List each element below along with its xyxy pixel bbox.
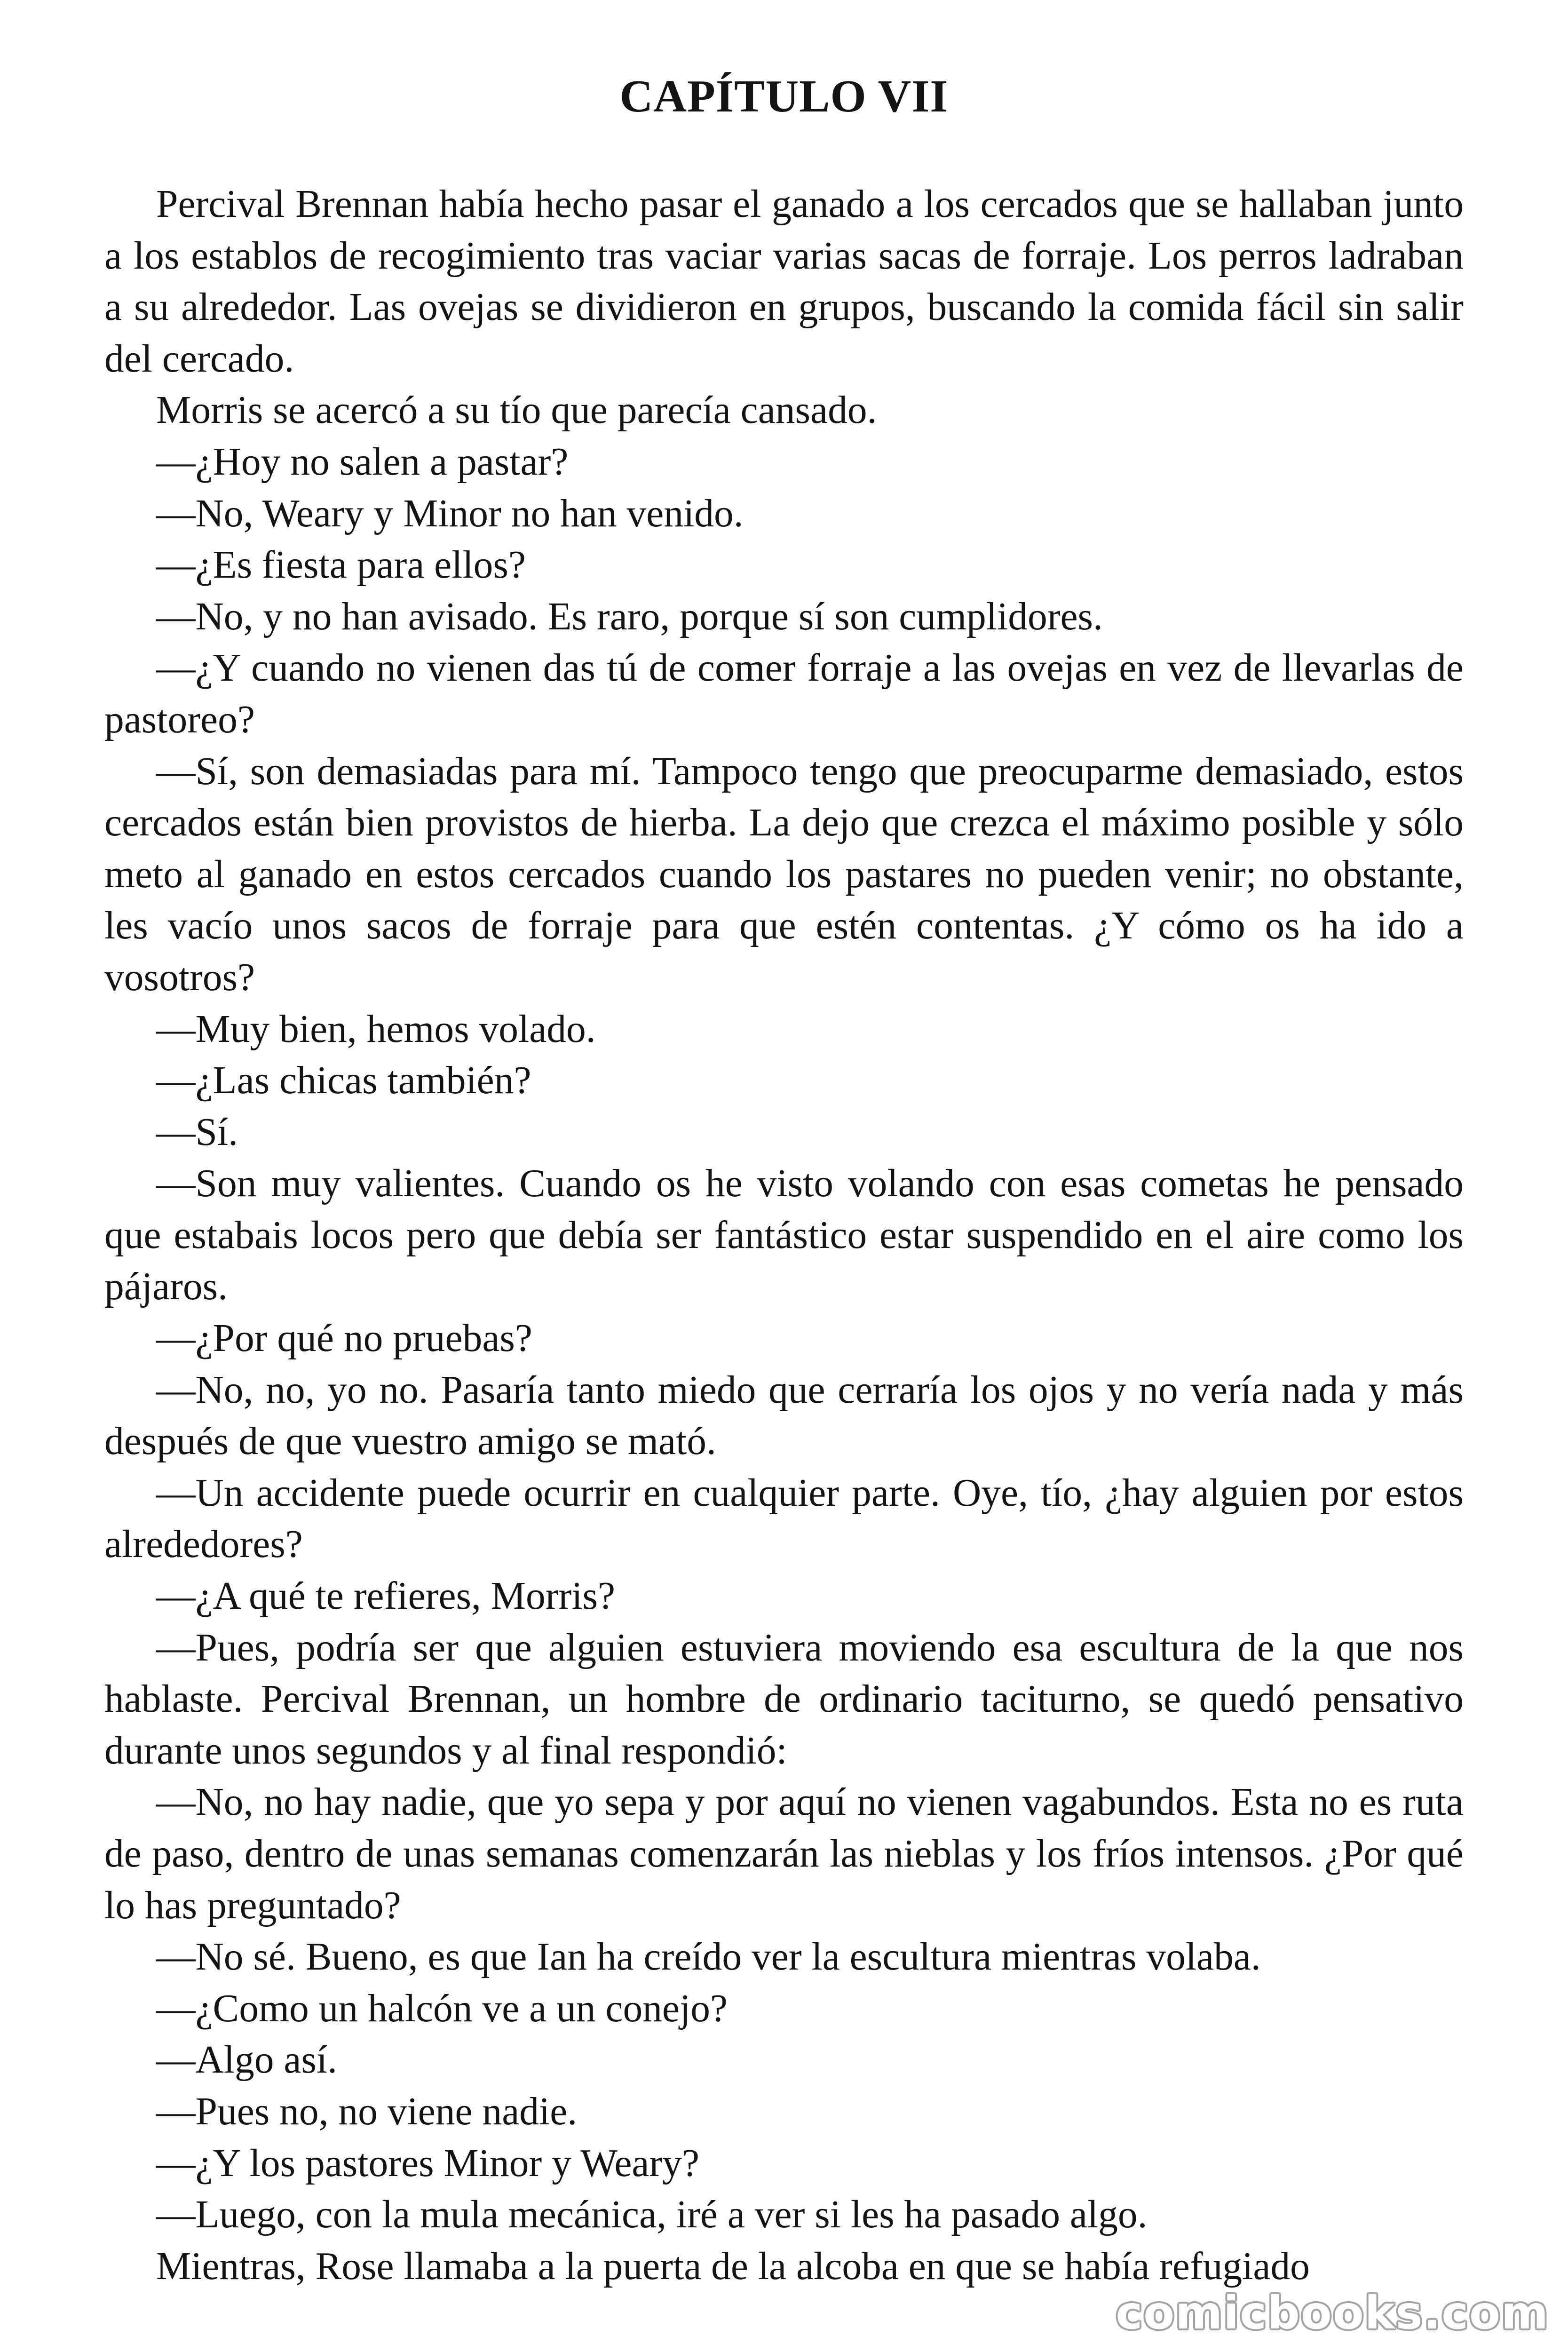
dialogue-line: —Un accidente puede ocurrir en cualquier parte. Oye, tío, ¿hay alguien por estos alrededores? [104,1471,1464,1566]
dialogue-line: —Pues no, no viene nadie. [156,2090,578,2133]
paragraph: Morris se acercó a su tío que parecía cansado. [156,389,877,432]
dialogue-line: —Algo así. [156,2038,338,2082]
dialogue-line: —Son muy valientes. Cuando os he visto volando con esas cometas he pensado que estabais locos pero que debía ser fantástico estar suspendido en el aire como los pájaros. [104,1162,1464,1309]
dialogue-line: —¿Es fiesta para ellos? [156,543,526,587]
dialogue-line: —¿Como un halcón ve a un conejo? [156,1986,728,2030]
dialogue-line: —¿Y cuando no vienen das tú de comer forraje a las ovejas en vez de llevarlas de pastoreo? [104,646,1464,741]
dialogue-line: —No, Weary y Minor no han venido. [156,492,744,535]
dialogue-line: —¿Las chicas también? [156,1059,531,1103]
dialogue-line: —Sí. [156,1110,238,1154]
paragraph: Mientras, Rose llamaba a la puerta de la alcoba en que se había refugiado [156,2244,1310,2288]
dialogue-line: —No, y no han avisado. Es raro, porque sí son cumplidores. [156,595,1103,638]
dialogue-line: —Muy bien, hemos volado. [156,1007,596,1051]
body-text [104,179,1464,2292]
paragraph: Percival Brennan había hecho pasar el ganado a los cercados que se hallaban junto a los establos de recogimiento tras vaciar varias sacas de forraje. Los perros ladraban a su alrededor. Las ovejas se dividieron en grupos, buscando la comida fácil sin salir del cercado. [104,183,1464,381]
dialogue-line: —¿Y los pastores Minor y Weary? [156,2141,700,2185]
dialogue-line: —¿Por qué no pruebas? [156,1317,532,1360]
watermark-logo: comicbooks.com [1116,2287,1549,2339]
dialogue-line: —Sí, son demasiadas para mí. Tampoco tengo que preocuparme demasiado, estos cercados están bien provistos de hierba. La dejo que crezca el máximo posible y sólo meto al ganado en estos cercados cuando los pastares no pueden venir; no obstante, les vacío unos sacos de forraje para que estén contentas. ¿Y cómo os ha ido a vosotros? [104,749,1464,999]
dialogue-line: —No, no, yo no. Pasaría tanto miedo que cerraría los ojos y no vería nada y más después de que vuestro amigo se mató. [104,1368,1464,1463]
dialogue-line: —Luego, con la mula mecánica, iré a ver si les ha pasado algo. [156,2193,1148,2237]
dialogue-line: —Pues, podría ser que alguien estuviera moviendo esa escultura de la que nos hablaste. Percival Brennan, un hombre de ordinario taciturno, se quedó pensativo durante unos segundos y al final respondió: [104,1626,1464,1772]
dialogue-line: —No sé. Bueno, es que Ian ha creído ver la escultura mientras volaba. [156,1935,1261,1979]
dialogue-line: —No, no hay nadie, que yo sepa y por aquí no vienen vagabundos. Esta no es ruta de paso, dentro de unas semanas comenzarán las nieblas y los fríos intensos. ¿Por qué lo has preguntado? [104,1780,1464,1927]
book-page [104,0,1464,2352]
dialogue-line: —¿Hoy no salen a pastar? [156,440,569,484]
dialogue-line: —¿A qué te refieres, Morris? [156,1574,616,1618]
chapter-title: CAPÍTULO VII [619,71,949,122]
